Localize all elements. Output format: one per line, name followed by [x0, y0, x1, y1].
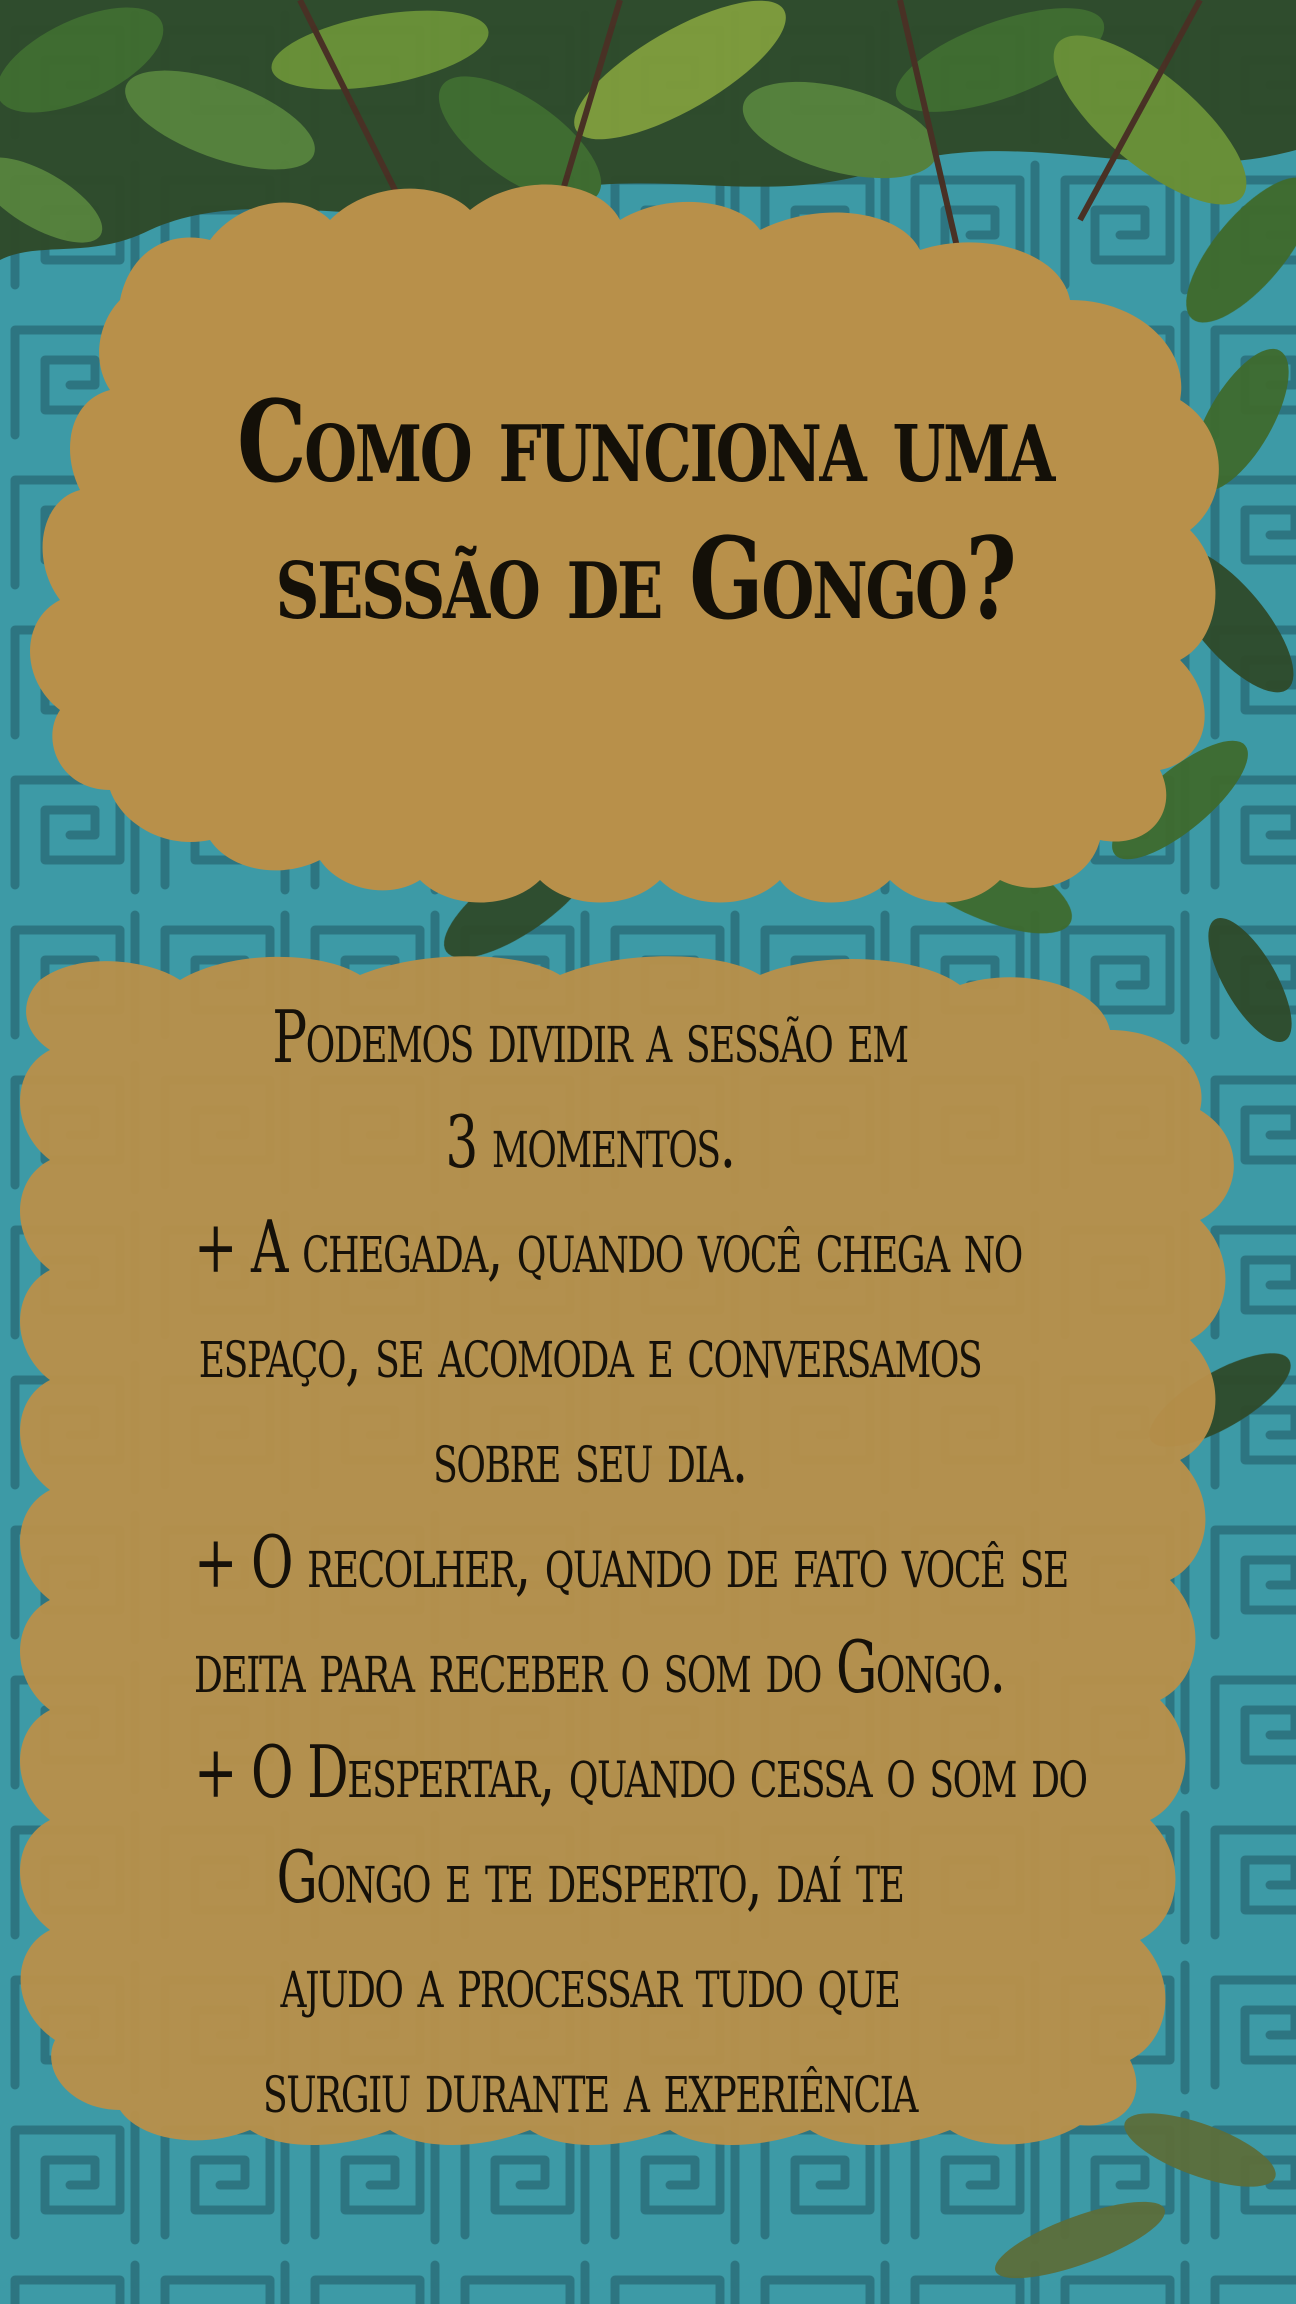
body-line: surgiu durante a experiência	[263, 2045, 917, 2129]
body-line: ajudo a processar tudo que	[280, 1940, 900, 2024]
body-line: deita para receber o som do Gongo.	[193, 1625, 1005, 1709]
body-line: sobre seu dia.	[433, 1415, 747, 1499]
body-text	[193, 985, 1087, 2140]
title-line-1: Como funciona uma	[236, 377, 1054, 508]
body-line: Podemos dividir a sessão em	[272, 995, 908, 1079]
body-line: 3 momentos.	[445, 1100, 735, 1184]
body-line: + A chegada, quando você chega no	[193, 1205, 1022, 1289]
body-line: + O Despertar, quando cessa o som do	[193, 1730, 1087, 1814]
body-line: espaço, se acomoda e conversamos	[198, 1310, 982, 1394]
body-line: + O recolher, quando de fato você se	[193, 1520, 1068, 1604]
body-line: Gongo e te desperto, daí te	[276, 1835, 904, 1919]
page-title	[236, 375, 1055, 648]
title-line-2: sessão de Gongo?	[275, 513, 1015, 645]
